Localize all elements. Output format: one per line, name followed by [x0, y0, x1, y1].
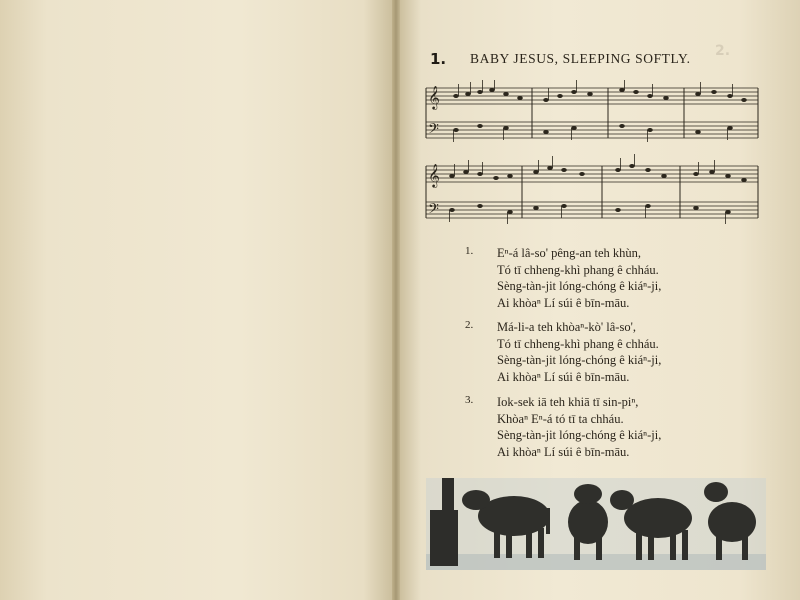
treble-clef-icon: 𝄞: [428, 85, 440, 109]
stems-system-1: [454, 80, 733, 142]
music-system-2: [426, 154, 758, 224]
bass-clef-icon: 𝄢: [428, 121, 439, 141]
treble-staff-1: [426, 88, 758, 104]
lyric-line: Ai khòaⁿ Lí súi ê bīn-māu.: [497, 369, 630, 384]
lyric-line: Iok-sek iā teh khiā tī sin-piⁿ,: [497, 395, 639, 409]
treble-clef-icon: 𝄞: [428, 163, 440, 187]
lyric-line: Sèng-tàn-jit lóng-chóng ê kiáⁿ-ji,: [497, 428, 662, 442]
bass-staff-2: [426, 202, 758, 218]
stems-system-2: [450, 154, 726, 224]
lyric-line: Tó tī chheng-khì phang ê chháu.: [497, 262, 659, 277]
stanza-number: 1.: [465, 245, 474, 257]
book-gutter: [392, 0, 400, 600]
lyric-line: Eⁿ-á lâ-so' pêng-an teh khùn,: [497, 246, 641, 260]
barlines-1: [426, 88, 758, 138]
bass-clef-icon: 𝄢: [428, 201, 439, 221]
lyric-line: Sèng-tàn-jit lóng-chóng ê kiáⁿ-ji,: [497, 353, 662, 367]
left-page-blank: [0, 0, 395, 600]
hymn-title: BABY JESUS, SLEEPING SOFTLY.: [470, 51, 691, 66]
lyric-line: Tó tī chheng-khì phang ê chháu.: [497, 336, 659, 351]
notes-system-1: [453, 88, 747, 134]
stanza-number: 3.: [465, 394, 474, 406]
stanza-number: 2.: [465, 319, 474, 331]
lyric-line: Má-li-a teh khòaⁿ-kò' lâ-so',: [497, 320, 636, 334]
hymn-number: 1.: [430, 50, 447, 68]
next-hymn-number-bleed: 2.: [715, 43, 731, 59]
lyric-line: Ai khòaⁿ Lí súi ê bīn-māu.: [497, 444, 630, 459]
lyric-line: Ai khòaⁿ Lí súi ê bīn-māu.: [497, 295, 630, 310]
cattle-illustration: [426, 478, 766, 570]
bass-staff-1: [426, 122, 758, 138]
music-system-1: [426, 80, 758, 142]
lyric-line: Khòaⁿ Eⁿ-á tó tī ta chháu.: [497, 411, 624, 426]
treble-staff-2: [426, 166, 758, 182]
notes-system-2: [449, 164, 747, 214]
music-score: [422, 80, 762, 230]
lyric-line: Sèng-tàn-jit lóng-chóng ê kiáⁿ-ji,: [497, 279, 662, 293]
